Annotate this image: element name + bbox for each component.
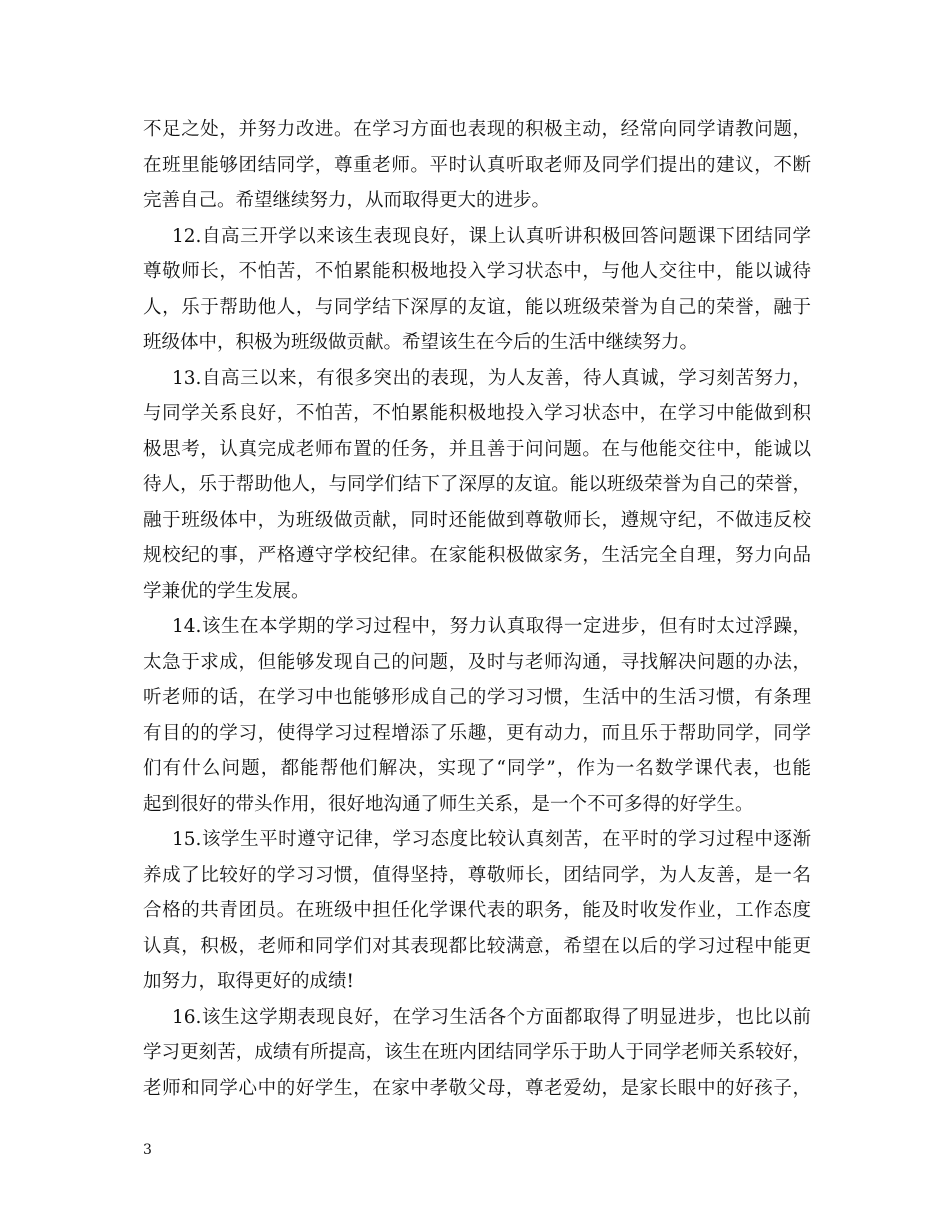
text-line: 老师和同学心中的好学生，在家中孝敬父母，尊老爱幼，是家长眼中的好孩子， <box>143 1077 811 1099</box>
text-line: 合格的共青团员。在班级中担任化学课代表的职务，能及时收发作业，工作态度 <box>143 900 811 921</box>
text-line: 14.该生在本学期的学习过程中，努力认真取得一定进步，但有时太过浮躁， <box>172 616 811 637</box>
text-line: 规校纪的事，严格遵守学校纪律。在家能积极做家务，生活完全自理，努力向品 <box>143 545 811 566</box>
text-line: 与同学关系良好，不怕苦，不怕累能积极地投入学习状态中，在学习中能做到积 <box>143 403 811 424</box>
text-line: 完善自己。希望继续努力，从而取得更大的进步。 <box>143 190 551 211</box>
text-line: 加努力，取得更好的成绩! <box>143 971 354 992</box>
text-line: 16.该生这学期表现良好，在学习生活各个方面都取得了明显进步，也比以前 <box>172 1006 811 1028</box>
text-line: 养成了比较好的学习习惯，值得坚持，尊敬师长，团结同学，为人友善，是一名 <box>143 864 811 886</box>
text-line: 们有什么问题，都能帮他们解决，实现了“同学”，作为一名数学课代表，也能 <box>143 758 811 779</box>
text-line: 起到很好的带头作用，很好地沟通了师生关系，是一个不可多得的好学生。 <box>143 793 754 815</box>
text-line: 认真，积极，老师和同学们对其表现都比较满意，希望在以后的学习过程中能更 <box>143 935 811 957</box>
text-line: 有目的的学习，使得学习过程增添了乐趣，更有动力，而且乐于帮助同学，同学 <box>143 722 811 744</box>
text-line: 待人，乐于帮助他人，与同学们结下了深厚的友谊。能以班级荣誉为自己的荣誉， <box>143 474 811 495</box>
text-line: 听老师的话，在学习中也能够形成自己的学习习惯，生活中的生活习惯，有条理 <box>143 687 811 708</box>
text-line: 学兼优的学生发展。 <box>143 580 310 602</box>
text-line: 在班里能够团结同学，尊重老师。平时认真听取老师及同学们提出的建议，不断 <box>143 154 811 176</box>
text-line: 尊敬师长，不怕苦，不怕累能积极地投入学习状态中，与他人交往中，能以诚待 <box>143 261 811 282</box>
document-body <box>143 112 811 1106</box>
text-line: 人，乐于帮助他人，与同学结下深厚的友谊，能以班级荣誉为自己的荣誉，融于 <box>143 296 811 318</box>
text-line: 融于班级体中，为班级做贡献，同时还能做到尊敬师长，遵规守纪，不做违反校 <box>143 509 811 531</box>
page-number: 3 <box>143 1142 152 1158</box>
text-line: 学习更刻苦，成绩有所提高，该生在班内团结同学乐于助人于同学老师关系较好， <box>143 1042 811 1063</box>
text-line: 极思考，认真完成老师布置的任务，并且善于问问题。在与他能交往中，能诚以 <box>143 438 811 460</box>
text-line: 太急于求成，但能够发现自己的问题，及时与老师沟通，寻找解决问题的办法， <box>143 651 811 673</box>
text-line: 15.该学生平时遵守记律，学习态度比较认真刻苦，在平时的学习过程中逐渐 <box>172 829 811 850</box>
text-line: 13.自高三以来，有很多突出的表现，为人友善，待人真诚，学习刻苦努力， <box>172 367 811 389</box>
text-line: 班级体中，积极为班级做贡献。希望该生在今后的生活中继续努力。 <box>143 332 699 353</box>
text-line: 不足之处，并努力改进。在学习方面也表现的积极主动，经常向同学请教问题， <box>143 119 811 140</box>
text-line: 12.自高三开学以来该生表现良好，课上认真听讲积极回答问题课下团结同学 <box>172 225 811 247</box>
